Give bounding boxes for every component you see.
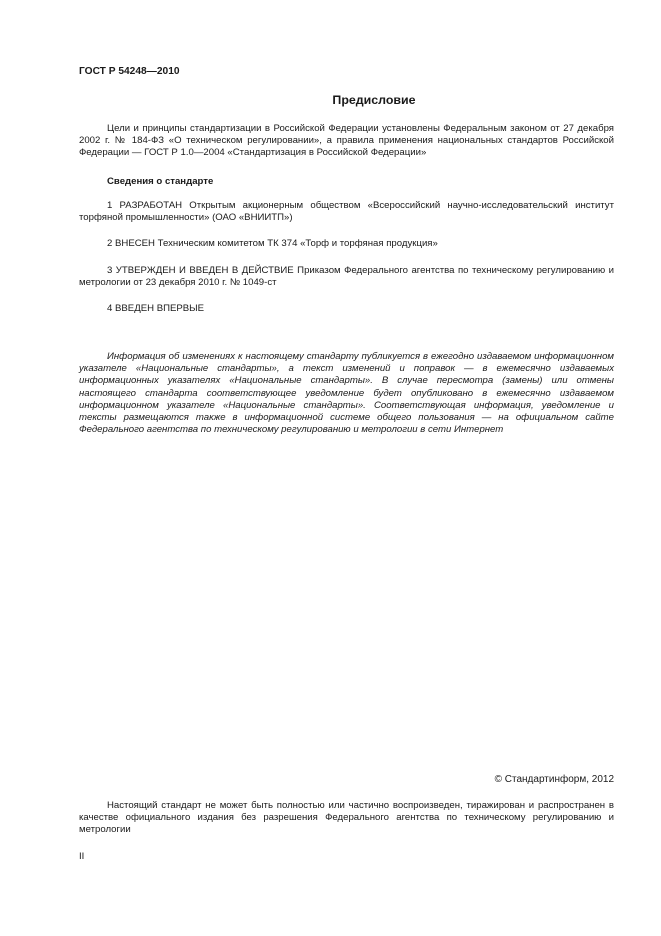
intro-paragraph: Цели и принципы стандартизации в Российской Федерации установлены Федеральным законом от 27 декабря 2002 г. № 184-ФЗ «О техническом регулировании», а правила применения национальных стандартов Российской Федерации — ГОСТ Р 1.0—2004 «Стандартизация в Российской Федерации» xyxy=(79,123,614,159)
copyright-line: © Стандартинформ, 2012 xyxy=(494,774,614,785)
page-title: Предисловие xyxy=(332,93,416,107)
item-first-introduced: 4 ВВЕДЕН ВПЕРВЫЕ xyxy=(107,303,205,314)
item-approved: 3 УТВЕРЖДЕН И ВВЕДЕН В ДЕЙСТВИЕ Приказом Федерального агентства по техническому регулированию и метрологии от 23 декабря 2010 г. № 1049-ст xyxy=(79,265,614,289)
section-heading: Сведения о стандарте xyxy=(107,176,214,187)
document-code: ГОСТ Р 54248—2010 xyxy=(79,66,180,77)
item-introduced: 2 ВНЕСЕН Техническим комитетом ТК 374 «Торф и торфяная продукция» xyxy=(107,238,438,249)
rights-notice: Настоящий стандарт не может быть полностью или частично воспроизведен, тиражирован и распространен в качестве официального издания без разрешения Федерального агентства по техническому регулированию и метрологии xyxy=(79,800,614,836)
info-note: Информация об изменениях к настоящему стандарту публикуется в ежегодно издаваемом информационном указателе «Национальные стандарты», а текст изменений и поправок — в ежемесячно издаваемых информационных указателях «Национальные стандарты». В случае пересмотра (замены) или отмены настоящего стандарта соответствующее уведомление будет опубликовано в ежемесячно издаваемом информационном указателе «Национальные стандарты». Соответствующая информация, уведомление и тексты размещаются также в информационной системе общего пользования — на официальном сайте Федерального агентства по техническому регулированию и метрологии в сети Интернет xyxy=(79,351,614,436)
item-developed: 1 РАЗРАБОТАН Открытым акционерным обществом «Всероссийский научно-исследовательский институт торфяной промышленности» (ОАО «ВНИИТП») xyxy=(79,200,614,224)
page-number: II xyxy=(79,851,85,862)
